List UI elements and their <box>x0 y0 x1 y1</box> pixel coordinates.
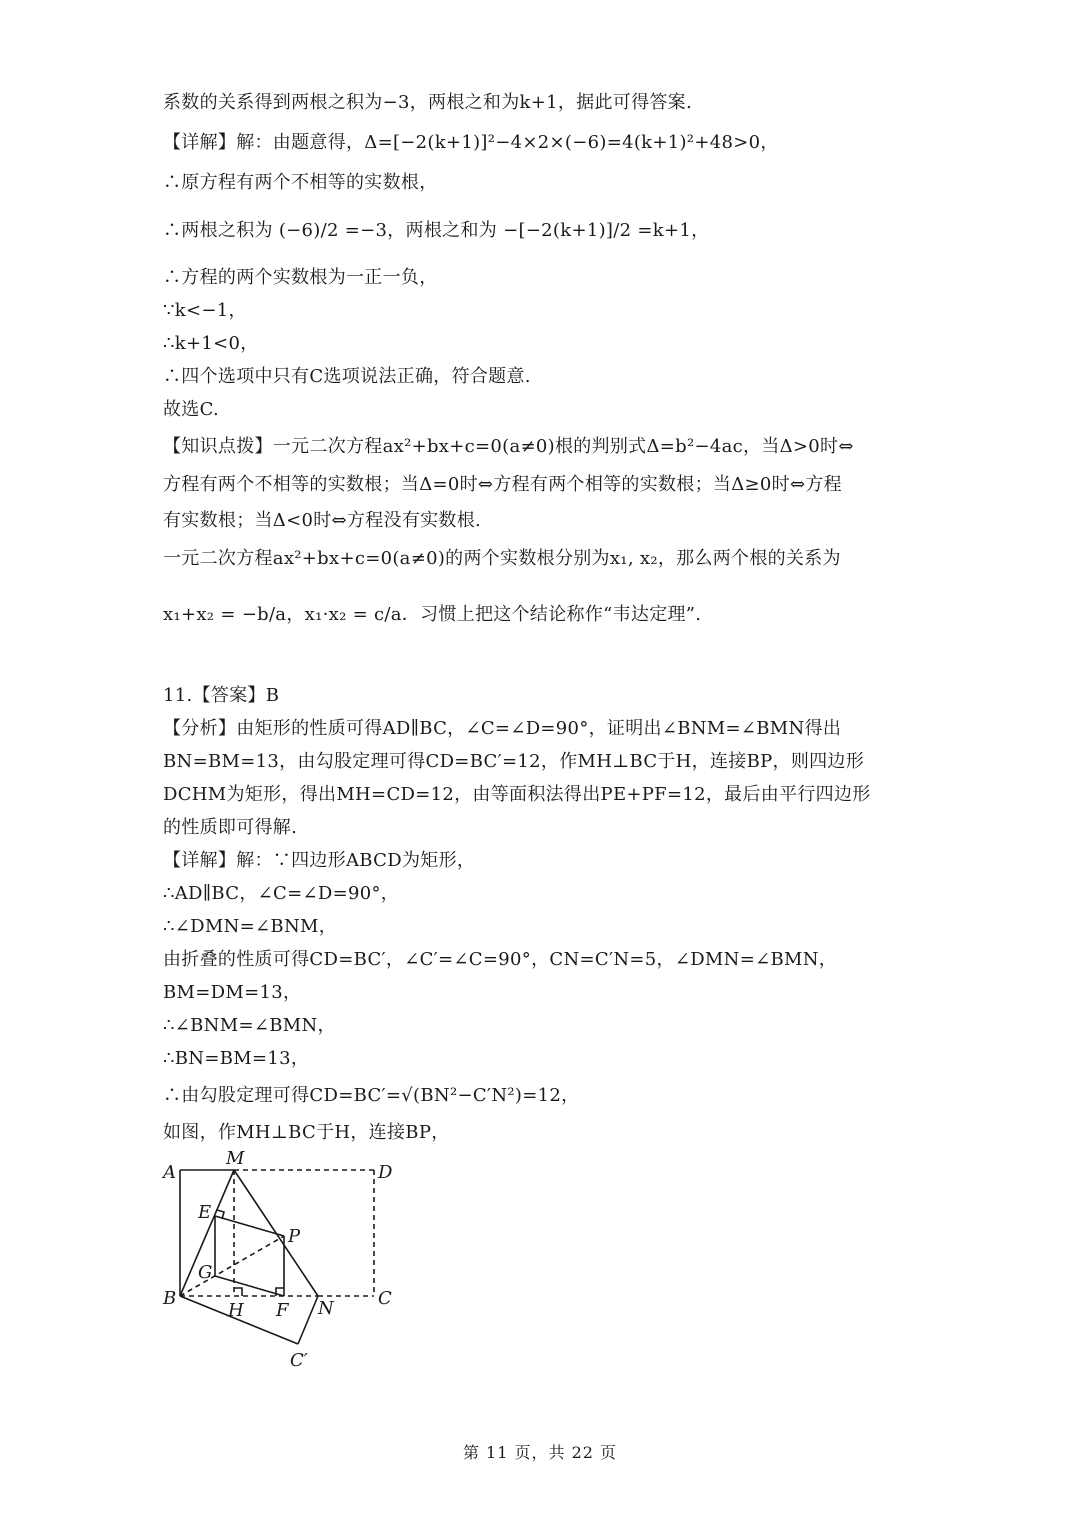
text-line-6: ∵k<−1， <box>163 300 247 321</box>
text-line-12: 有实数根；当Δ<0时⇔方程没有实数根. <box>163 510 482 531</box>
label-d: D <box>378 1162 393 1183</box>
text-line-21: ∴AD∥BC，∠C=∠D=90°， <box>163 883 400 904</box>
text-line-9: 故选C. <box>163 399 220 420</box>
label-e: E <box>198 1202 212 1223</box>
label-m: M <box>226 1148 245 1169</box>
text-line-25: ∴∠BNM=∠BMN， <box>163 1015 336 1036</box>
label-f: F <box>276 1300 289 1321</box>
text-line-22: ∴∠DMN=∠BNM， <box>163 916 338 937</box>
label-a: A <box>163 1162 176 1183</box>
text-line-13: 一元二次方程ax²+bx+c=0(a≠0)的两个实数根分别为x₁, x₂，那么两个根的关系为 <box>163 548 841 569</box>
label-c: C <box>378 1288 392 1309</box>
text-line-4: ∴两根之积为 (−6)/2 =−3，两根之和为 −[−2(k+1)]/2 =k+1， <box>163 220 710 241</box>
label-n: N <box>318 1298 334 1319</box>
geometry-figure <box>160 1148 420 1370</box>
text-line-8: ∴四个选项中只有C选项说法正确，符合题意. <box>163 366 531 387</box>
text-line-2: 【详解】解：由题意得，Δ=[−2(k+1)]²−4×2×(−6)=4(k+1)²+48>0， <box>163 132 779 153</box>
text-line-5: ∴方程的两个实数根为一正一负， <box>163 267 438 288</box>
label-p: P <box>288 1226 301 1247</box>
text-line-10: 【知识点拨】一元二次方程ax²+bx+c=0(a≠0)根的判别式Δ=b²−4ac，当Δ>0时⇔ <box>163 436 854 457</box>
text-line-28: 如图，作MH⊥BC于H，连接BP， <box>163 1122 450 1143</box>
text-line-18: DCHM为矩形，得出MH=CD=12，由等面积法得出PE+PF=12，最后由平行四边形 <box>163 784 871 805</box>
text-line-14: x₁+x₂ = −b/a，x₁·x₂ = c/a．习惯上把这个结论称作“韦达定理”. <box>163 604 702 625</box>
text-line-3: ∴原方程有两个不相等的实数根， <box>163 172 438 193</box>
text-line-26: ∴BN=BM=13， <box>163 1048 310 1069</box>
label-g: G <box>198 1262 213 1283</box>
text-line-19: 的性质即可得解. <box>163 817 298 838</box>
text-line-7: ∴k+1<0， <box>163 333 259 354</box>
text-line-20: 【详解】解：∵四边形ABCD为矩形， <box>163 850 476 871</box>
segment-ep <box>215 1216 284 1236</box>
text-line-16: 【分析】由矩形的性质可得AD∥BC，∠C=∠D=90°，证明出∠BNM=∠BMN得出 <box>163 718 842 739</box>
text-line-27: ∴由勾股定理可得CD=BC′=√(BN²−C′N²)=12， <box>163 1085 580 1106</box>
label-b: B <box>163 1288 177 1309</box>
right-angle-mark-h <box>234 1288 242 1296</box>
text-line-24: BM=DM=13， <box>163 982 302 1003</box>
text-line-1: 系数的关系得到两根之积为−3，两根之和为k+1，据此可得答案. <box>163 92 692 113</box>
segment-cpn <box>298 1296 318 1344</box>
text-line-11: 方程有两个不相等的实数根；当Δ=0时⇔方程有两个相等的实数根；当Δ≥0时⇔方程 <box>163 474 842 495</box>
page-footer: 第 11 页，共 22 页 <box>462 1443 618 1462</box>
label-h: H <box>228 1300 244 1321</box>
text-line-15: 11.【答案】B <box>163 685 280 706</box>
segment-gf <box>215 1276 284 1296</box>
text-line-23: 由折叠的性质可得CD=BC′，∠C′=∠C=90°，CN=C′N=5，∠DMN=∠BMN， <box>163 949 838 970</box>
segment-bp <box>180 1236 284 1296</box>
text-line-17: BN=BM=13，由勾股定理可得CD=BC′=12，作MH⊥BC于H，连接BP，则四边形 <box>163 751 865 772</box>
label-c-prime: C′ <box>290 1350 308 1370</box>
